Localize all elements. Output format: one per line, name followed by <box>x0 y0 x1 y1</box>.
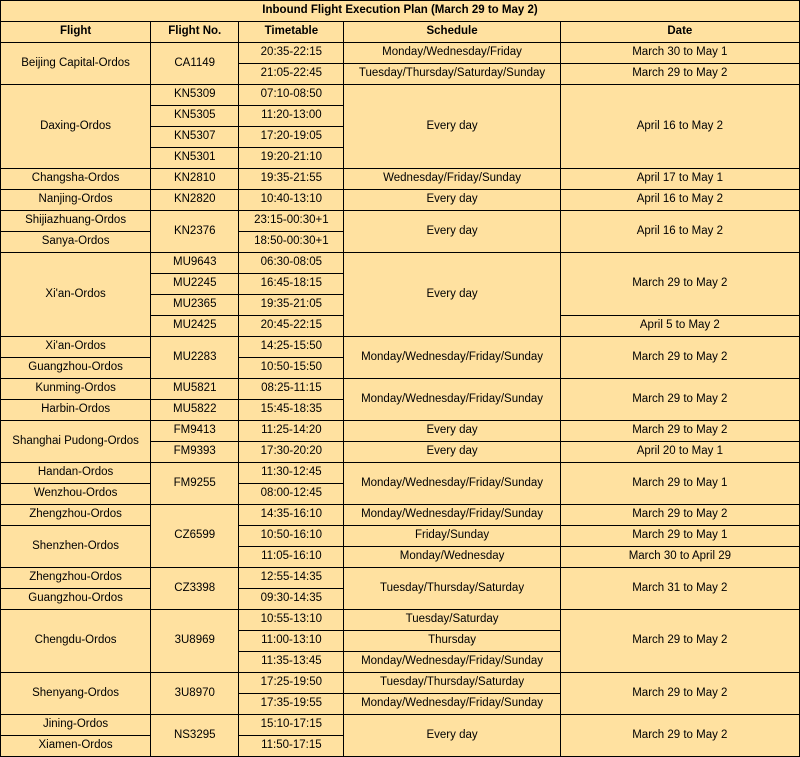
cell-timetable: 08:00-12:45 <box>239 484 344 505</box>
cell-flight-no: FM9255 <box>151 463 239 505</box>
cell-schedule: Every day <box>344 442 560 463</box>
cell-flight-route: Daxing-Ordos <box>1 85 151 169</box>
cell-schedule: Monday/Wednesday/Friday/Sunday <box>344 652 560 673</box>
cell-date: March 29 to May 2 <box>560 421 799 442</box>
cell-schedule: Monday/Wednesday/Friday/Sunday <box>344 694 560 715</box>
cell-timetable: 08:25-11:15 <box>239 379 344 400</box>
column-header-date: Date <box>560 22 799 43</box>
cell-schedule: Monday/Wednesday/Friday/Sunday <box>344 463 560 505</box>
cell-timetable: 14:25-15:50 <box>239 337 344 358</box>
table-row <box>1 253 800 274</box>
cell-timetable: 14:35-16:10 <box>239 505 344 526</box>
table-row <box>1 43 800 64</box>
cell-timetable: 06:30-08:05 <box>239 253 344 274</box>
cell-timetable: 19:35-21:05 <box>239 295 344 316</box>
cell-date: March 29 to May 2 <box>560 673 799 715</box>
cell-timetable: 12:55-14:35 <box>239 568 344 589</box>
table-row <box>1 379 800 400</box>
cell-date: March 29 to May 2 <box>560 379 799 421</box>
cell-date: March 29 to May 2 <box>560 337 799 379</box>
table-row <box>1 169 800 190</box>
cell-flight-route: Harbin-Ordos <box>1 400 151 421</box>
cell-date: March 30 to May 1 <box>560 43 799 64</box>
table-row <box>1 610 800 631</box>
cell-flight-route: Guangzhou-Ordos <box>1 589 151 610</box>
cell-timetable: 20:35-22:15 <box>239 43 344 64</box>
cell-timetable: 17:20-19:05 <box>239 127 344 148</box>
cell-timetable: 10:50-16:10 <box>239 526 344 547</box>
cell-flight-route: Xi'an-Ordos <box>1 337 151 358</box>
cell-timetable: 07:10-08:50 <box>239 85 344 106</box>
table-row <box>1 463 800 484</box>
cell-schedule: Every day <box>344 190 560 211</box>
cell-timetable: 10:40-13:10 <box>239 190 344 211</box>
cell-timetable: 11:05-16:10 <box>239 547 344 568</box>
cell-flight-no: CZ6599 <box>151 505 239 568</box>
cell-schedule: Thursday <box>344 631 560 652</box>
cell-date: April 16 to May 2 <box>560 211 799 253</box>
cell-date: March 30 to April 29 <box>560 547 799 568</box>
cell-date: March 29 to May 1 <box>560 463 799 505</box>
cell-flight-route: Xiamen-Ordos <box>1 736 151 757</box>
cell-flight-route: Kunming-Ordos <box>1 379 151 400</box>
cell-schedule: Every day <box>344 211 560 253</box>
cell-timetable: 15:10-17:15 <box>239 715 344 736</box>
column-header-flight-no: Flight No. <box>151 22 239 43</box>
cell-schedule: Every day <box>344 253 560 337</box>
cell-flight-no: MU2425 <box>151 316 239 337</box>
cell-date: April 20 to May 1 <box>560 442 799 463</box>
cell-flight-no: FM9393 <box>151 442 239 463</box>
cell-flight-no: KN5301 <box>151 148 239 169</box>
table-header-row <box>1 22 800 43</box>
cell-flight-route: Nanjing-Ordos <box>1 190 151 211</box>
cell-date: March 29 to May 1 <box>560 526 799 547</box>
cell-schedule: Tuesday/Thursday/Saturday/Sunday <box>344 64 560 85</box>
cell-date: March 29 to May 2 <box>560 505 799 526</box>
cell-date: March 29 to May 2 <box>560 64 799 85</box>
cell-flight-no: KN5309 <box>151 85 239 106</box>
cell-flight-no: KN2376 <box>151 211 239 253</box>
column-header-timetable: Timetable <box>239 22 344 43</box>
cell-flight-no: CA1149 <box>151 43 239 85</box>
cell-timetable: 10:55-13:10 <box>239 610 344 631</box>
cell-flight-no: CZ3398 <box>151 568 239 610</box>
cell-schedule: Monday/Wednesday/Friday/Sunday <box>344 379 560 421</box>
cell-flight-route: Shanghai Pudong-Ordos <box>1 421 151 463</box>
table-title-row <box>1 1 800 22</box>
cell-schedule: Wednesday/Friday/Sunday <box>344 169 560 190</box>
cell-flight-route: Chengdu-Ordos <box>1 610 151 673</box>
cell-flight-route: Handan-Ordos <box>1 463 151 484</box>
cell-flight-route: Sanya-Ordos <box>1 232 151 253</box>
cell-timetable: 17:25-19:50 <box>239 673 344 694</box>
column-header-flight: Flight <box>1 22 151 43</box>
cell-flight-route: Beijing Capital-Ordos <box>1 43 151 85</box>
cell-flight-no: MU9643 <box>151 253 239 274</box>
table-row <box>1 211 800 232</box>
cell-flight-no: KN5307 <box>151 127 239 148</box>
cell-flight-no: KN5305 <box>151 106 239 127</box>
table-row <box>1 505 800 526</box>
cell-flight-no: MU2245 <box>151 274 239 295</box>
cell-timetable: 21:05-22:45 <box>239 64 344 85</box>
cell-date: April 17 to May 1 <box>560 169 799 190</box>
table-row <box>1 568 800 589</box>
cell-timetable: 11:50-17:15 <box>239 736 344 757</box>
cell-schedule: Every day <box>344 715 560 757</box>
cell-date: April 16 to May 2 <box>560 190 799 211</box>
cell-timetable: 15:45-18:35 <box>239 400 344 421</box>
page-title: Inbound Flight Execution Plan (March 29 to May 2) <box>1 1 800 22</box>
cell-flight-route: Changsha-Ordos <box>1 169 151 190</box>
table-row <box>1 673 800 694</box>
cell-flight-route: Wenzhou-Ordos <box>1 484 151 505</box>
cell-timetable: 10:50-15:50 <box>239 358 344 379</box>
table-row <box>1 85 800 106</box>
cell-flight-no: KN2820 <box>151 190 239 211</box>
cell-timetable: 23:15-00:30+1 <box>239 211 344 232</box>
cell-date: April 16 to May 2 <box>560 85 799 169</box>
cell-flight-no: MU5821 <box>151 379 239 400</box>
cell-flight-route: Xi'an-Ordos <box>1 253 151 337</box>
cell-flight-route: Zhengzhou-Ordos <box>1 505 151 526</box>
table-row <box>1 715 800 736</box>
cell-timetable: 11:25-14:20 <box>239 421 344 442</box>
table-row <box>1 337 800 358</box>
table-row <box>1 421 800 442</box>
cell-date: March 29 to May 2 <box>560 610 799 673</box>
table-row <box>1 526 800 547</box>
cell-flight-no: 3U8969 <box>151 610 239 673</box>
cell-date: March 29 to May 2 <box>560 253 799 316</box>
cell-timetable: 19:35-21:55 <box>239 169 344 190</box>
cell-flight-no: MU2365 <box>151 295 239 316</box>
cell-timetable: 11:20-13:00 <box>239 106 344 127</box>
cell-flight-route: Guangzhou-Ordos <box>1 358 151 379</box>
cell-timetable: 11:00-13:10 <box>239 631 344 652</box>
cell-date: March 31 to May 2 <box>560 568 799 610</box>
cell-flight-no: FM9413 <box>151 421 239 442</box>
cell-timetable: 11:30-12:45 <box>239 463 344 484</box>
cell-flight-route: Shijiazhuang-Ordos <box>1 211 151 232</box>
cell-schedule: Tuesday/Thursday/Saturday <box>344 673 560 694</box>
cell-flight-no: MU2283 <box>151 337 239 379</box>
table-row <box>1 190 800 211</box>
cell-flight-route: Jining-Ordos <box>1 715 151 736</box>
cell-date: April 5 to May 2 <box>560 316 799 337</box>
cell-timetable: 17:35-19:55 <box>239 694 344 715</box>
cell-schedule: Every day <box>344 85 560 169</box>
cell-date: March 29 to May 2 <box>560 715 799 757</box>
cell-flight-no: KN2810 <box>151 169 239 190</box>
cell-timetable: 20:45-22:15 <box>239 316 344 337</box>
cell-flight-no: NS3295 <box>151 715 239 757</box>
cell-timetable: 17:30-20:20 <box>239 442 344 463</box>
cell-flight-route: Zhengzhou-Ordos <box>1 568 151 589</box>
cell-schedule: Monday/Wednesday/Friday <box>344 43 560 64</box>
cell-timetable: 16:45-18:15 <box>239 274 344 295</box>
cell-schedule: Monday/Wednesday <box>344 547 560 568</box>
cell-flight-no: 3U8970 <box>151 673 239 715</box>
cell-schedule: Tuesday/Thursday/Saturday <box>344 568 560 610</box>
cell-schedule: Monday/Wednesday/Friday/Sunday <box>344 337 560 379</box>
cell-timetable: 09:30-14:35 <box>239 589 344 610</box>
cell-flight-route: Shenzhen-Ordos <box>1 526 151 568</box>
cell-timetable: 19:20-21:10 <box>239 148 344 169</box>
cell-schedule: Monday/Wednesday/Friday/Sunday <box>344 505 560 526</box>
cell-schedule: Every day <box>344 421 560 442</box>
cell-flight-route: Shenyang-Ordos <box>1 673 151 715</box>
cell-schedule: Friday/Sunday <box>344 526 560 547</box>
column-header-schedule: Schedule <box>344 22 560 43</box>
cell-timetable: 18:50-00:30+1 <box>239 232 344 253</box>
cell-schedule: Tuesday/Saturday <box>344 610 560 631</box>
cell-timetable: 11:35-13:45 <box>239 652 344 673</box>
cell-flight-no: MU5822 <box>151 400 239 421</box>
